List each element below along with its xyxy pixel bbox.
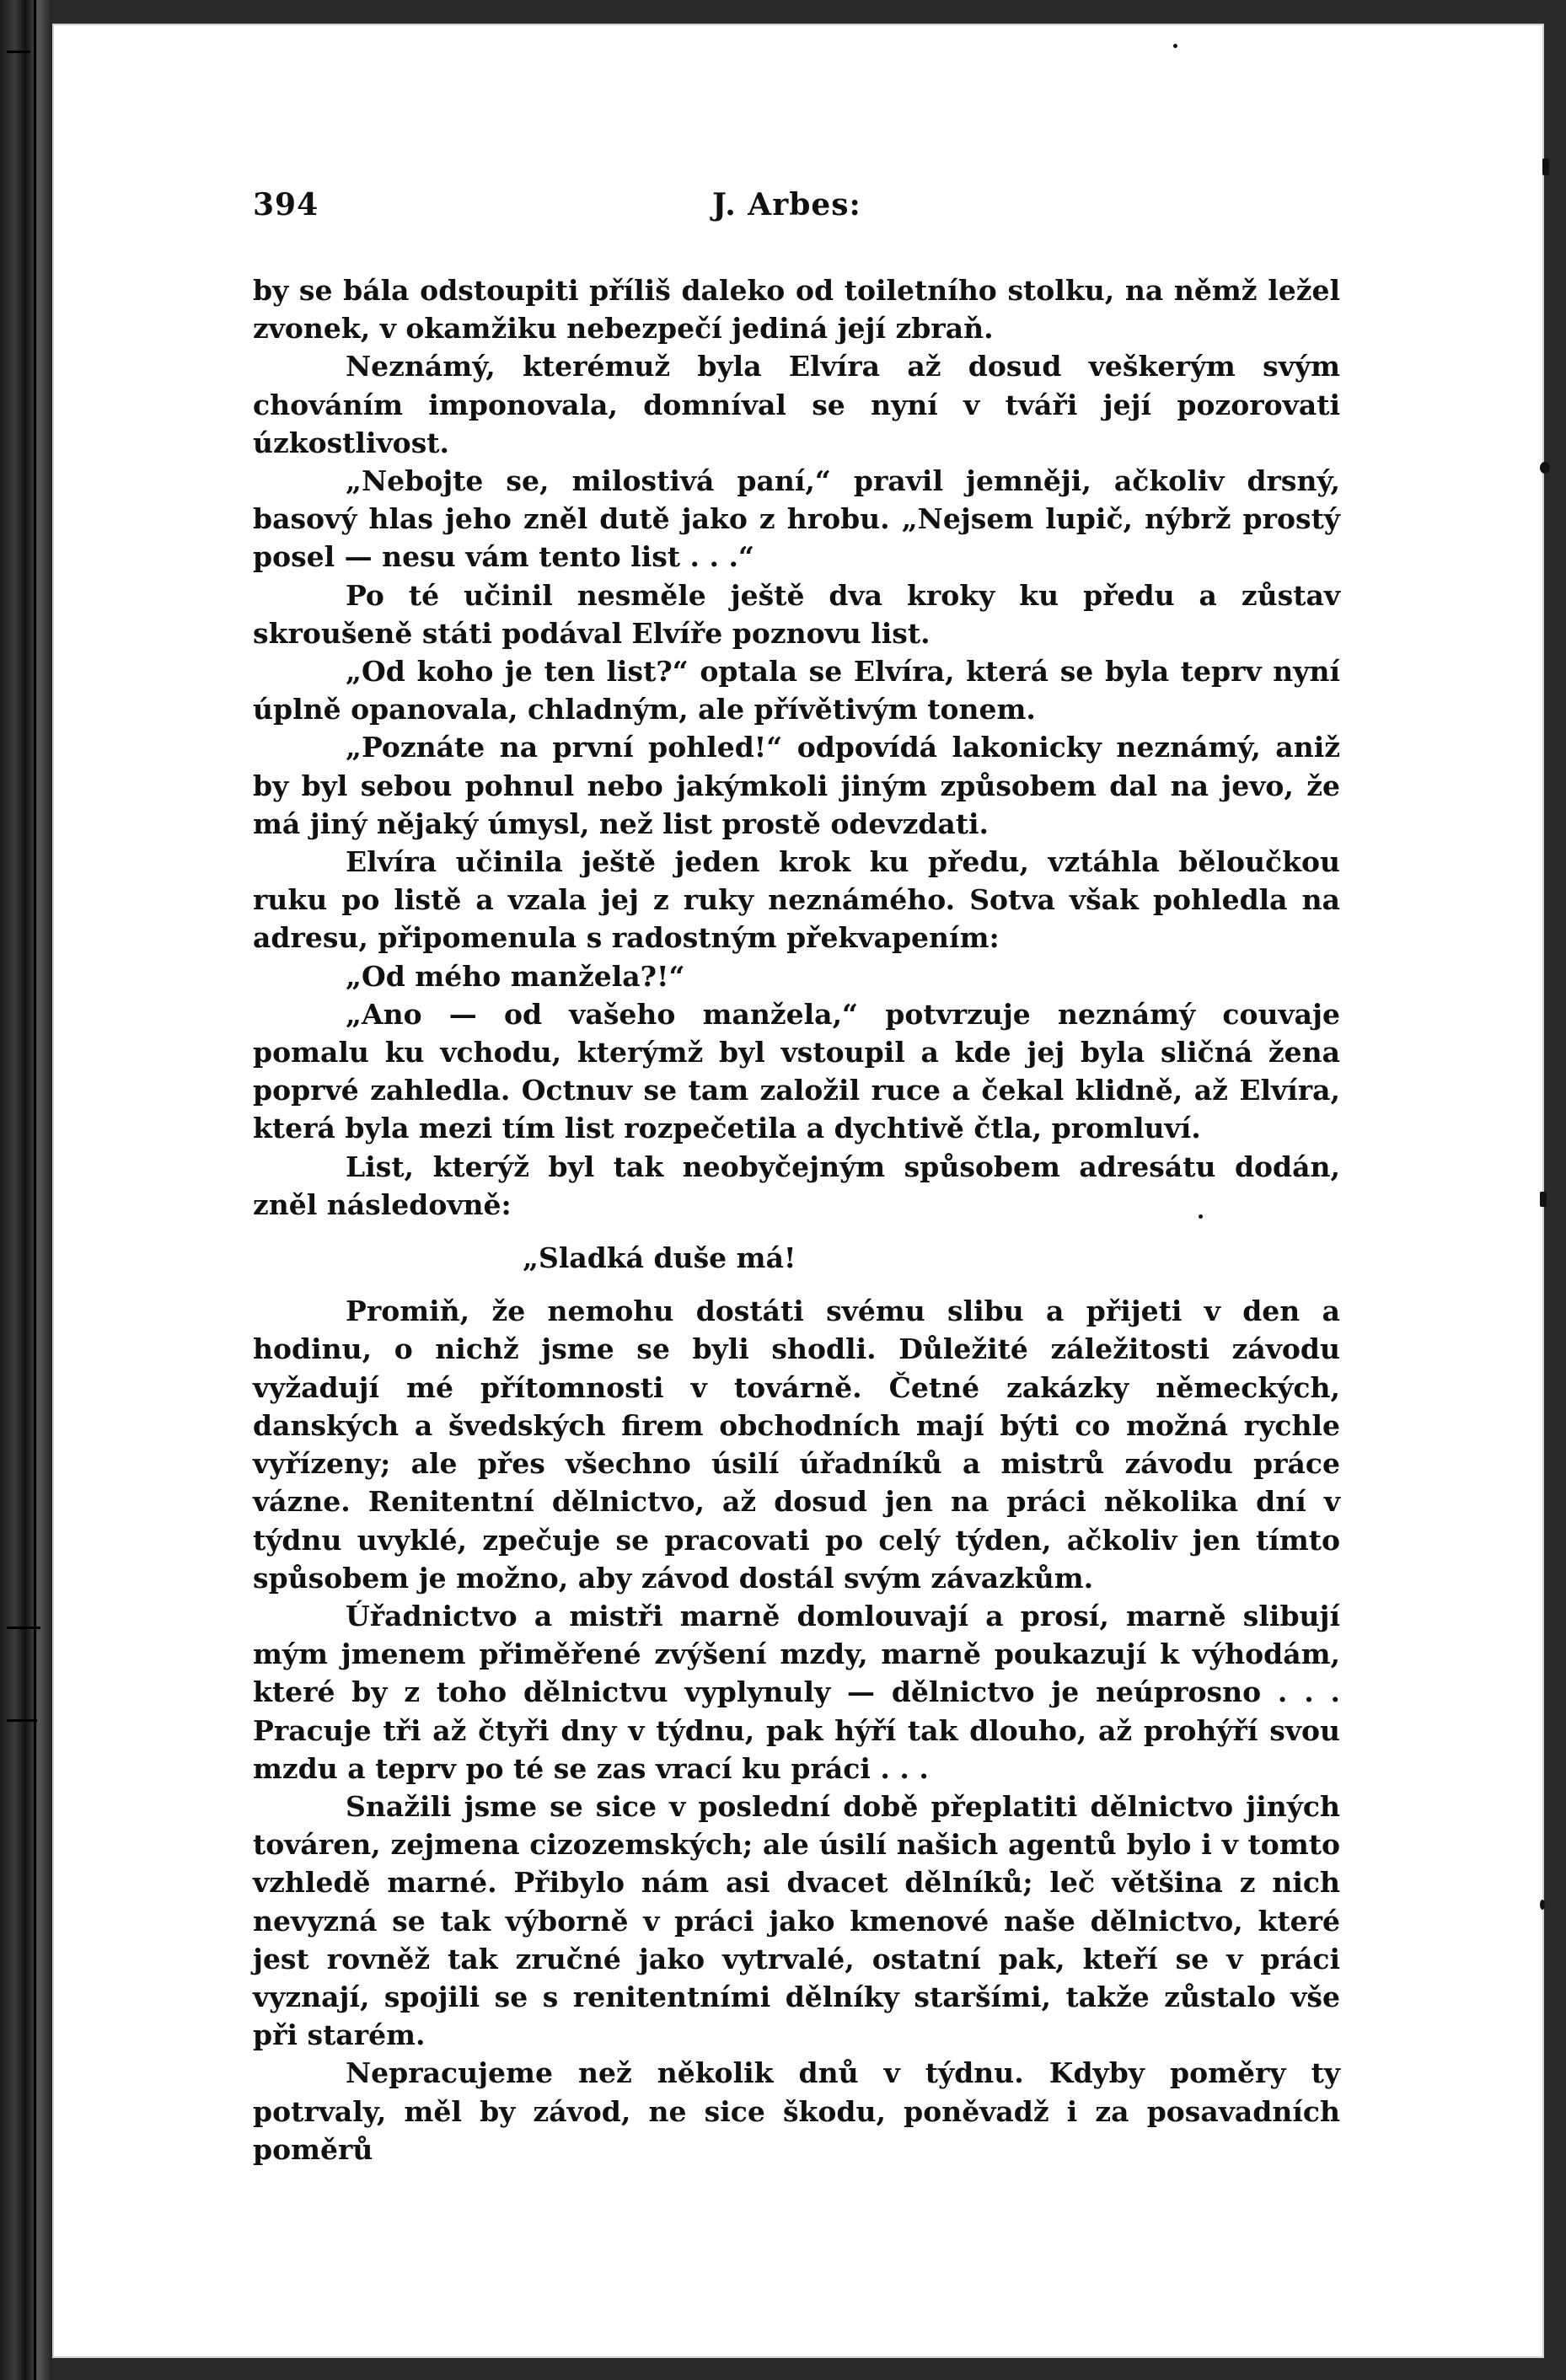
book-binding-edge [0,0,52,2380]
paragraph: Po té učinil nesměle ještě dva kroky ku předu a zůstav skroušeně státi podával Elvíře poznovu list. [253,578,1340,650]
margin-speck [1542,158,1549,175]
binding-mark [7,51,30,53]
paragraph: „Ano — od vašeho manžela,“ potvrzuje neznámý couvaje pomalu ku vchodu, kterýmž byl vstoupil a kde jej byla sličná žena poprvé zahledla. Octnuv se tam založil ruce a čekal klidně, až Elvíra, která byla mezi tím list rozpečetila a dychtivě čtla, promluví. [253,997,1340,1145]
binding-mark [7,1719,37,1722]
paragraph: „Od mého manžela?!“ [346,959,685,993]
paragraph: Neznámý, kterémuž byla Elvíra až dosud veškerým svým chováním imponovala, domníval se nyní v tváři její pozorovati úzkostlivost. [253,350,1340,459]
page-number: 394 [253,187,319,222]
binding-line [34,0,36,2380]
paragraph: „Od koho je ten list?“ optala se Elvíra, která se byla teprv nyní úplně opanovala, chladným, ale přívětivým tonem. [253,655,1340,726]
letter-paragraph: Snažili jsme se sice v poslední době přeplatiti dělnictvo jiných továren, zejmena cizozemských; ale úsilí našich agentů bylo i v tomto vzhledě marné. Přibylo nám asi dvacet dělníků; leč většina z nich nevyzná se tak výborně v práci jako kmenové naše dělnictvo, které jest rovněž tak zručné jako vytrvalé, ostatní pak, kteří se v práci vyznají, spojili se s renitentními dělníky staršími, takže zůstalo vše při starém. [253,1789,1340,2052]
letter-paragraph: Promiň, že nemohu dostáti svému slibu a přijeti v den a hodinu, o nichž jsme se byli shodli. Důležité záležitosti závodu vyžadují mé přítomnosti v továrně. Četné zakázky německých, danských a švedských firem obchodních mají býti co možná rychle vyřízeny; ale přes všechno úsilí úřadníků a mistrů závodu práce vázne. Renitentní dělnictvo, až dosud jen na práci několika dní v týdnu uvyklé, zpečuje se pracovati po celý týden, ačkoliv jen tímto spůsobem je možno, aby závod dostál svým závazkům. [253,1295,1340,1595]
paragraph: Elvíra učinila ještě jeden krok ku předu, vztáhla běloučkou ruku po listě a vzala jej z ruky neznámého. Sotva však pohledla na adresu, připomenula s radostným překvapením: [253,845,1340,955]
margin-speck [1540,1900,1545,1910]
binding-mark [7,1627,40,1629]
letter-paragraph: Nepracujeme než několik dnů v týdnu. Kdyby poměry ty potrvaly, měl by závod, ne sice škodu, poněvadž i za posavadních poměrů [253,2056,1340,2166]
page-header [253,187,1340,226]
paragraph: by se bála odstoupiti příliš daleko od toiletního stolku, na němž ležel zvonek, v okamžiku nebezpečí jediná její zbraň. [253,274,1340,346]
body-text [253,271,1340,2168]
letter-salutation: „Sladká duše má! [523,1241,796,1275]
margin-speck [1173,44,1177,48]
paragraph: „Nebojte se, milostivá paní,“ pravil jemněji, ačkoliv drsný, basový hlas jeho zněl dutě jako z hrobu. „Nejsem lupič, nýbrž prostý posel — nesu vám tento list . . .“ [253,464,1340,574]
letter-paragraph: Úřadnictvo a mistři marně domlouvají a prosí, marně slibují mým jmenem přiměřené zvýšení mzdy, marně poukazují k výhodám, které by z toho dělnictvu vyplynuly — dělnictvo je neúprosno . . . Pracuje tři až čtyři dny v týdnu, pak hýří tak dlouho, až prohýří svou mzdu a teprv po té se zas vrací ku práci . . . [253,1599,1340,1785]
paragraph: „Poznáte na první pohled!“ odpovídá lakonicky neznámý, aniž by byl sebou pohnul nebo jakýmkoli jiným způsobem dal na jevo, že má jiný nějaký úmysl, než list prostě odevzdati. [253,731,1340,840]
margin-speck [1540,462,1550,474]
margin-speck [1540,1192,1547,1207]
paragraph: List, kterýž byl tak neobyčejným spůsobem adresátu dodán, zněl následovně: [253,1150,1340,1221]
running-head: J. Arbes: [712,187,861,222]
